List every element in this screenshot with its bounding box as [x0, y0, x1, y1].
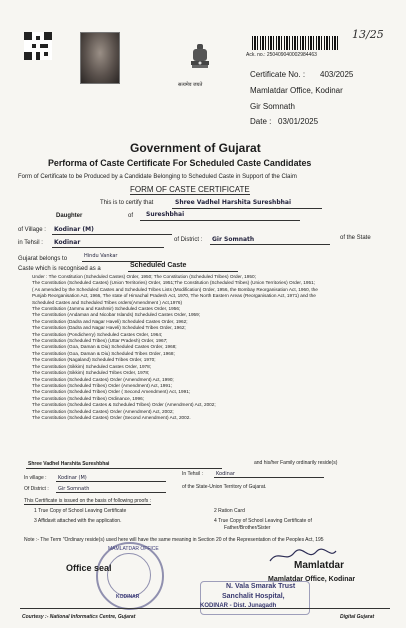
order-line: The Constitution (Dadra and Nagar Haveli) Scheduled Castes Order, 1962; [32, 318, 188, 324]
trust-line-2: Sanchalit Hospital, [222, 593, 285, 600]
village-label: of Village : [18, 227, 46, 233]
handwritten-ref: 13/25 [352, 28, 384, 41]
form-intro: Form of Certificate to be Produced by a Candidate Belonging to Scheduled Caste in Support of the Claim [18, 174, 297, 180]
order-line: ( As amended by the Scheduled Castes and Scheduled Tribes Lists (Modification) Order, 1956, the Bombay Reorganisation Act, 1960, the [32, 286, 318, 292]
office-seal-label: Office seal [66, 563, 112, 573]
residence-name: Shree Vadhel Harshita Sureshbhai [28, 461, 110, 467]
order-line: The Constitution (Andaman and Nicobar Islands) Scheduled Castes Order, 1959; [32, 312, 201, 318]
order-line: The Constitution (Scheduled Tribes) Order (Amendment) Act, 1991; [32, 382, 172, 388]
certificate-no-label: Certificate No. : [250, 70, 306, 79]
certificate-date: 03/01/2025 [278, 117, 319, 126]
office-line-1: Mamlatdar Office, Kodinar [250, 86, 343, 95]
res-district: Gir Somnath [58, 486, 90, 492]
of-label: of [128, 213, 134, 219]
digital-gujarat: Digital Gujarat [340, 614, 375, 620]
proof-item: 3 Affidavit attached with the application. [34, 518, 122, 524]
order-line: The Constitution (Scheduled Castes & Scheduled Tribes) Order (Amendment) Act, 2002; [32, 402, 216, 408]
date-label: Date : [250, 117, 272, 126]
order-line: The Constitution (Scheduled Tribes) (Uttar Pradesh) Order, 1967; [32, 338, 168, 344]
district-label: of District : [174, 237, 203, 243]
government-title: Government of Gujarat [130, 141, 261, 155]
order-line: The Constitution (Goa, Daman & Diu) Scheduled Tribes Order, 1968; [32, 350, 175, 356]
order-line: Scheduled Castes and Scheduled Tribes orders(Amendment ) Act,1976) [32, 299, 183, 305]
caste-value: Hindu Vankar [84, 253, 118, 259]
proof-item-cont: Father/Brother/Sister [224, 525, 271, 531]
order-line: The Constitution (Scheduled Tribes) Ordinance, 1996; [32, 395, 145, 401]
village-value: Kodinar (M) [54, 226, 94, 233]
order-line: The Constitution (Dadra and Nagar Haveli) Scheduled Tribes Order, 1962; [32, 325, 186, 331]
res-tehsil: Kodinar [216, 471, 235, 477]
res-village: Kodinar (M) [58, 475, 87, 481]
seal-ring-text: MAMLATDAR OFFICE [108, 546, 159, 552]
father-name: Sureshbhai [146, 211, 185, 218]
note-text: Note :- The Term "Ordinary reside(s) used here will have the same meaning in Section 20 of the Representation of the Peoples Act, 195 [24, 537, 324, 543]
tehsil-label: in Tehsil : [18, 240, 43, 246]
order-line: The Constitution (Scheduled Castes) Order (Amendment) Act, 1990; [32, 376, 174, 382]
barcode [252, 36, 338, 50]
trust-line-3: KODINAR - Dist. Junagadh [200, 603, 277, 609]
district-value: Gir Somnath [212, 236, 255, 243]
barcode-text: Ack. no.: 250409040002984463 [246, 52, 317, 58]
mamlatdar-office: Mamlatdar Office, Kodinar [268, 576, 356, 583]
certificate-no: 403/2025 [320, 70, 354, 79]
form-heading: FORM OF CASTE CERTIFICATE [130, 185, 250, 194]
state-label: Gujarat belongs to [18, 256, 68, 262]
emblem-caption: सत्यमेव जयते [178, 82, 203, 88]
order-line: The Constitution (Scheduled Castes) Order (Second Amendment) Act, 2002. [32, 414, 191, 420]
applicant-photo [80, 32, 120, 84]
certify-name: Shree Vadhel Harshita Sureshbhai [175, 199, 291, 206]
courtesy-text: Courtesy :- National Informatics Centre, Gujarat [22, 614, 136, 620]
res-state-text: of the State-Union Territory of Gujarat. [182, 484, 267, 490]
office-line-2: Gir Somnath [250, 102, 295, 111]
res-district-label: Of District : [24, 486, 49, 492]
proof-item: 4 True Copy of School Leaving Certificate of [214, 518, 312, 524]
daughter-label: Daughter [56, 213, 83, 219]
order-line: The Constitution (Sikkim) Scheduled Castes Order, 1978; [32, 363, 152, 369]
mamlatdar-title: Mamlatdar [294, 560, 345, 571]
order-line: The Constitution (Jammu and Kashmir) Scheduled Castes Order, 1956; [32, 306, 181, 312]
order-line: The Constitution (Nagaland) Scheduled Tribes Order, 1970; [32, 357, 156, 363]
qr-code-icon [24, 32, 52, 60]
state-suffix: of the State [340, 235, 371, 241]
certify-prefix: This is to certify that [100, 200, 154, 206]
res-tehsil-label: In Tehsil : [182, 471, 204, 477]
order-line: Punjab Reorganisation Act, 1966, The state of Himachal Pradesh Act, 1970, The North Eastern Areas (Reorganisation Act, 1971) and the [32, 293, 316, 299]
seal-town: KODINAR [116, 594, 140, 600]
family-suffix: and his/her Family ordinarily reside(s) [254, 460, 338, 466]
proof-item: 2 Ration Card [214, 508, 245, 514]
recognised-value: Scheduled Caste [130, 262, 187, 269]
recognised-label: Caste which is recognised as a [18, 266, 101, 272]
order-line: The Constitution (Pondicherry) Scheduled Castes Order, 1964; [32, 331, 163, 337]
constitution-orders-list [32, 274, 392, 421]
proofs-heading: This Certificate is issued on the basis of following proofs : [24, 498, 152, 504]
order-line: The Constitution (Goa, Daman & Diu) Scheduled Castes Order, 1968; [32, 344, 177, 350]
order-line: The Constitution (Scheduled Castes) Order (Amendment) Act, 2002; [32, 408, 174, 414]
tehsil-value: Kodinar [54, 239, 81, 246]
proof-item: 1 True Copy of School Leaving Certificate [34, 508, 127, 514]
trust-line-1: N. Vala Smarak Trust [226, 583, 296, 590]
res-village-label: In village : [24, 475, 47, 481]
order-line: The Constitution (Sikkim) Scheduled Tribes Order, 1978; [32, 370, 150, 376]
order-line: Under : The Constitution (Scheduled Castes) Order, 1950; The Constitution (Scheduled Tribes) Order, 1950; [32, 274, 256, 279]
order-line: The Constitution (Scheduled Tribes) Order ( Second Amendment) Act, 1991; [32, 389, 191, 395]
order-line: The Constitution (Scheduled Castes) (Union Territories) Order, 1951;The Constitution (Scheduled Tribes) (Union Territories) Order, 1951; [32, 280, 316, 286]
state-emblem-icon [188, 42, 212, 80]
performa-title: Performa of Caste Certificate For Scheduled Caste Candidates [48, 158, 312, 168]
